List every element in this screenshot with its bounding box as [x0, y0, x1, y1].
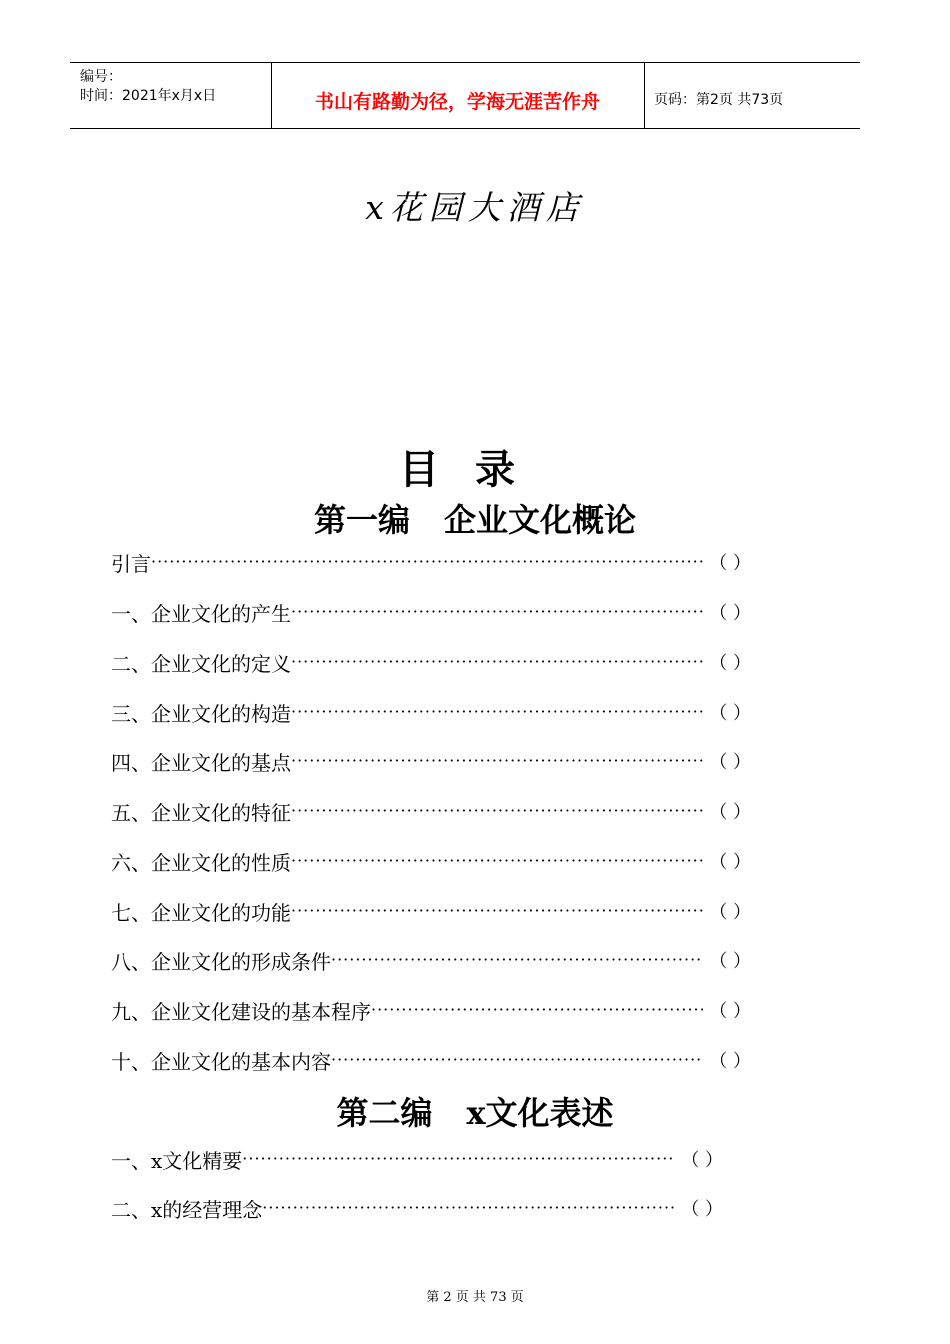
toc-entry-page: （ ） — [709, 852, 751, 873]
toc-entry-label: 二、企业文化的定义 — [111, 651, 291, 676]
page-footer: 第 2 页 共 73 页 — [426, 1290, 524, 1305]
leader-dots — [242, 1145, 675, 1173]
leader-dots — [291, 698, 703, 726]
toc-title: 目录 — [399, 447, 551, 493]
toc-entry[interactable] — [111, 897, 751, 925]
motto: 书山有路勤为径，学海无涯苦作舟 — [314, 91, 600, 113]
toc-entry[interactable] — [111, 996, 751, 1024]
number-label: 编号： — [80, 69, 122, 85]
leader-dots — [291, 648, 703, 676]
toc-entry-label: 四、企业文化的基点 — [111, 750, 291, 775]
toc-entry-page: （ ） — [709, 603, 751, 624]
toc-entry-label: 六、企业文化的性质 — [111, 850, 291, 875]
toc-entry-label: 八、企业文化的形成条件 — [111, 949, 331, 974]
toc-entry[interactable] — [111, 598, 751, 626]
leader-dots — [291, 598, 703, 626]
time-label: 时间：2021年x月x日 — [80, 88, 217, 104]
part-name: 企业文化概论 — [444, 501, 637, 539]
leader-dots — [291, 847, 703, 875]
leader-dots — [291, 797, 703, 825]
header-page-cell — [644, 63, 860, 128]
toc-entry-label: 一、x文化精要 — [111, 1148, 243, 1173]
toc-entry-page: （ ） — [681, 1199, 723, 1220]
leader-dots — [371, 996, 703, 1024]
toc-entry[interactable] — [111, 648, 751, 676]
toc-entry-page: （ ） — [709, 703, 751, 724]
toc-entry-page: （ ） — [709, 951, 751, 972]
toc-entry-label: 九、企业文化建设的基本程序 — [111, 999, 371, 1024]
toc-entry-label: 引言 — [111, 551, 151, 576]
toc-entry[interactable] — [111, 1046, 751, 1074]
toc-entry[interactable] — [111, 698, 751, 726]
header-motto-cell — [271, 63, 645, 128]
toc-entry-label: 十、企业文化的基本内容 — [111, 1049, 331, 1074]
toc-entry-label: 五、企业文化的特征 — [111, 800, 291, 825]
leader-dots — [291, 897, 703, 925]
company-title: x花园大酒店 — [365, 188, 585, 227]
toc-entry[interactable] — [111, 946, 751, 974]
page-info: 页码：第2页 共73页 — [654, 92, 784, 108]
toc-entry[interactable] — [111, 747, 751, 775]
part-name: x文化表述 — [466, 1094, 614, 1132]
part-heading-2 — [0, 1088, 950, 1134]
toc-entry-label: 一、企业文化的产生 — [111, 601, 291, 626]
toc-entry-label: 二、x的经营理念 — [111, 1197, 263, 1222]
toc-entry[interactable] — [111, 1145, 723, 1173]
toc-entry-page: （ ） — [709, 1001, 751, 1022]
toc-entry-page: （ ） — [709, 553, 751, 574]
toc-entry-page: （ ） — [709, 802, 751, 823]
toc-entry-page: （ ） — [709, 1051, 751, 1072]
leader-dots — [331, 1046, 703, 1074]
header-meta — [70, 63, 272, 128]
leader-dots — [331, 946, 703, 974]
toc-entry-page: （ ） — [681, 1150, 723, 1171]
toc-entry-label: 七、企业文化的功能 — [111, 900, 291, 925]
part-heading-1 — [0, 495, 950, 541]
toc-entry-page: （ ） — [709, 653, 751, 674]
part-number: 第二编 — [336, 1094, 433, 1132]
toc-entry-page: （ ） — [709, 902, 751, 923]
toc-entry[interactable] — [111, 548, 751, 576]
toc-entry-label: 三、企业文化的构造 — [111, 701, 291, 726]
toc-entry-page: （ ） — [709, 752, 751, 773]
toc-entry[interactable] — [111, 1194, 723, 1222]
toc-entry[interactable] — [111, 847, 751, 875]
document-header — [70, 62, 860, 129]
leader-dots — [151, 548, 703, 576]
part-number: 第一编 — [313, 501, 410, 539]
leader-dots — [262, 1194, 675, 1222]
toc-entry[interactable] — [111, 797, 751, 825]
leader-dots — [291, 747, 703, 775]
